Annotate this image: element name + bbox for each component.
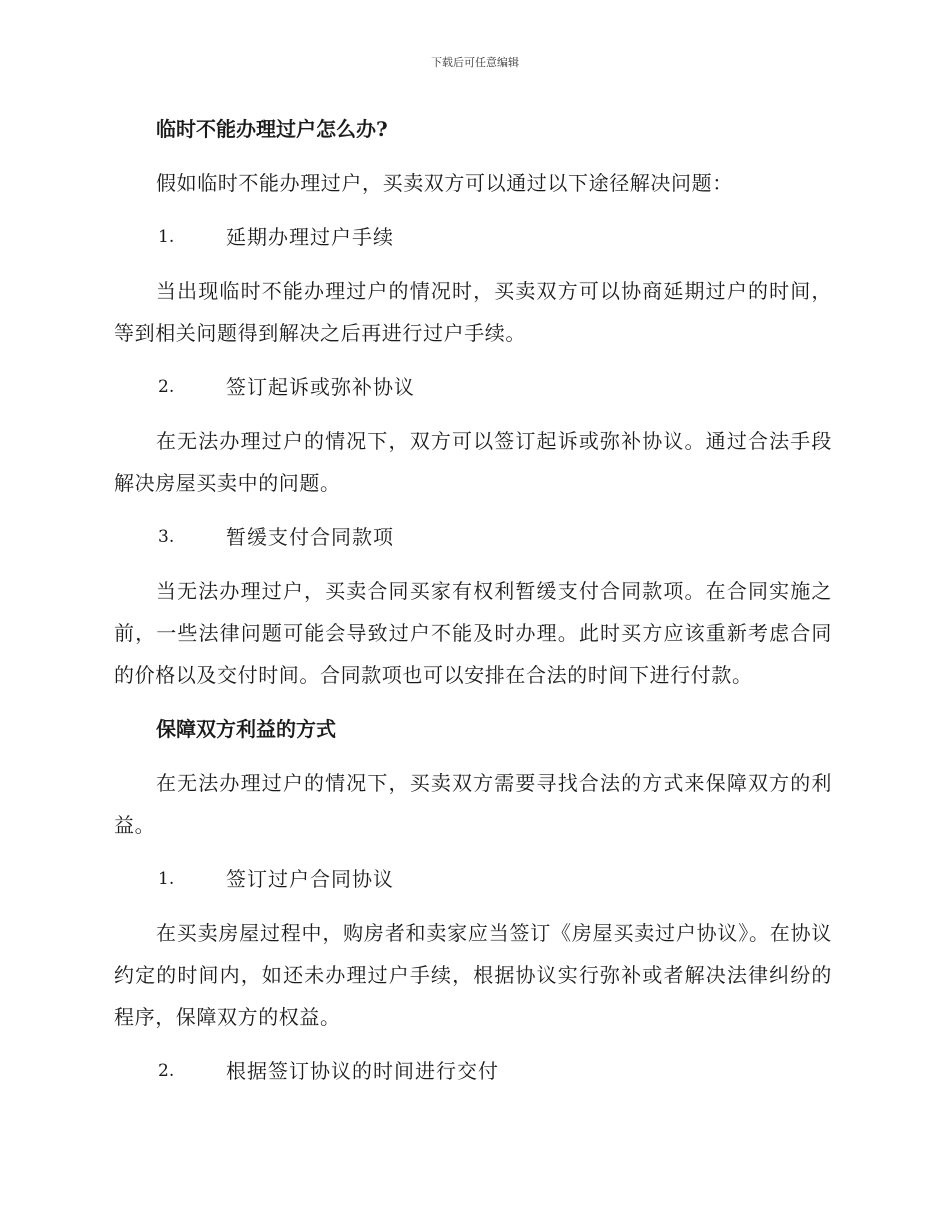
list-item — [114, 216, 832, 258]
list-item-label: 签订过户合同协议 — [226, 867, 394, 891]
list-item-label: 暂缓支付合同款项 — [226, 525, 394, 549]
list-item-number: 1. — [158, 227, 175, 247]
list-item-label: 延期办理过户手续 — [226, 225, 394, 249]
list-item — [114, 366, 832, 408]
paragraph: 在无法办理过户的情况下，双方可以签订起诉或弥补协议。通过合法手段解决房屋买卖中的问题。 — [114, 429, 832, 495]
section-heading-transfer-issue: 临时不能办理过户怎么办? — [156, 117, 388, 141]
page-header-note: 下载后可任意编辑 — [431, 56, 519, 69]
list-item — [114, 858, 832, 900]
list-item — [114, 1050, 832, 1092]
list-item-number: 1. — [158, 869, 175, 889]
list-item-number: 2. — [158, 1061, 175, 1081]
paragraph: 在买卖房屋过程中，购房者和卖家应当签订《房屋买卖过户协议》。在协议约定的时间内，如还未办理过户手续，根据协议实行弥补或者解决法律纠纷的程序，保障双方的权益。 — [114, 921, 832, 1029]
list-item-label: 签订起诉或弥补协议 — [226, 375, 415, 399]
document-body — [114, 108, 832, 1104]
paragraph: 假如临时不能办理过户，买卖双方可以通过以下途径解决问题： — [156, 171, 733, 195]
list-item — [114, 516, 832, 558]
list-item-number: 3. — [158, 527, 175, 547]
paragraph: 当无法办理过户，买卖合同买家有权利暂缓支付合同款项。在合同实施之前，一些法律问题可能会导致过户不能及时办理。此时买方应该重新考虑合同的价格以及交付时间。合同款项也可以安排在合法的时间下进行付款。 — [114, 579, 832, 687]
list-item-label: 根据签订协议的时间进行交付 — [226, 1059, 499, 1083]
section-heading-protect-interests: 保障双方利益的方式 — [156, 717, 336, 741]
list-item-number: 2. — [158, 377, 175, 397]
paragraph: 当出现临时不能办理过户的情况时，买卖双方可以协商延期过户的时间，等到相关问题得到解决之后再进行过户手续。 — [114, 279, 832, 345]
paragraph: 在无法办理过户的情况下，买卖双方需要寻找合法的方式来保障双方的利益。 — [114, 771, 832, 837]
